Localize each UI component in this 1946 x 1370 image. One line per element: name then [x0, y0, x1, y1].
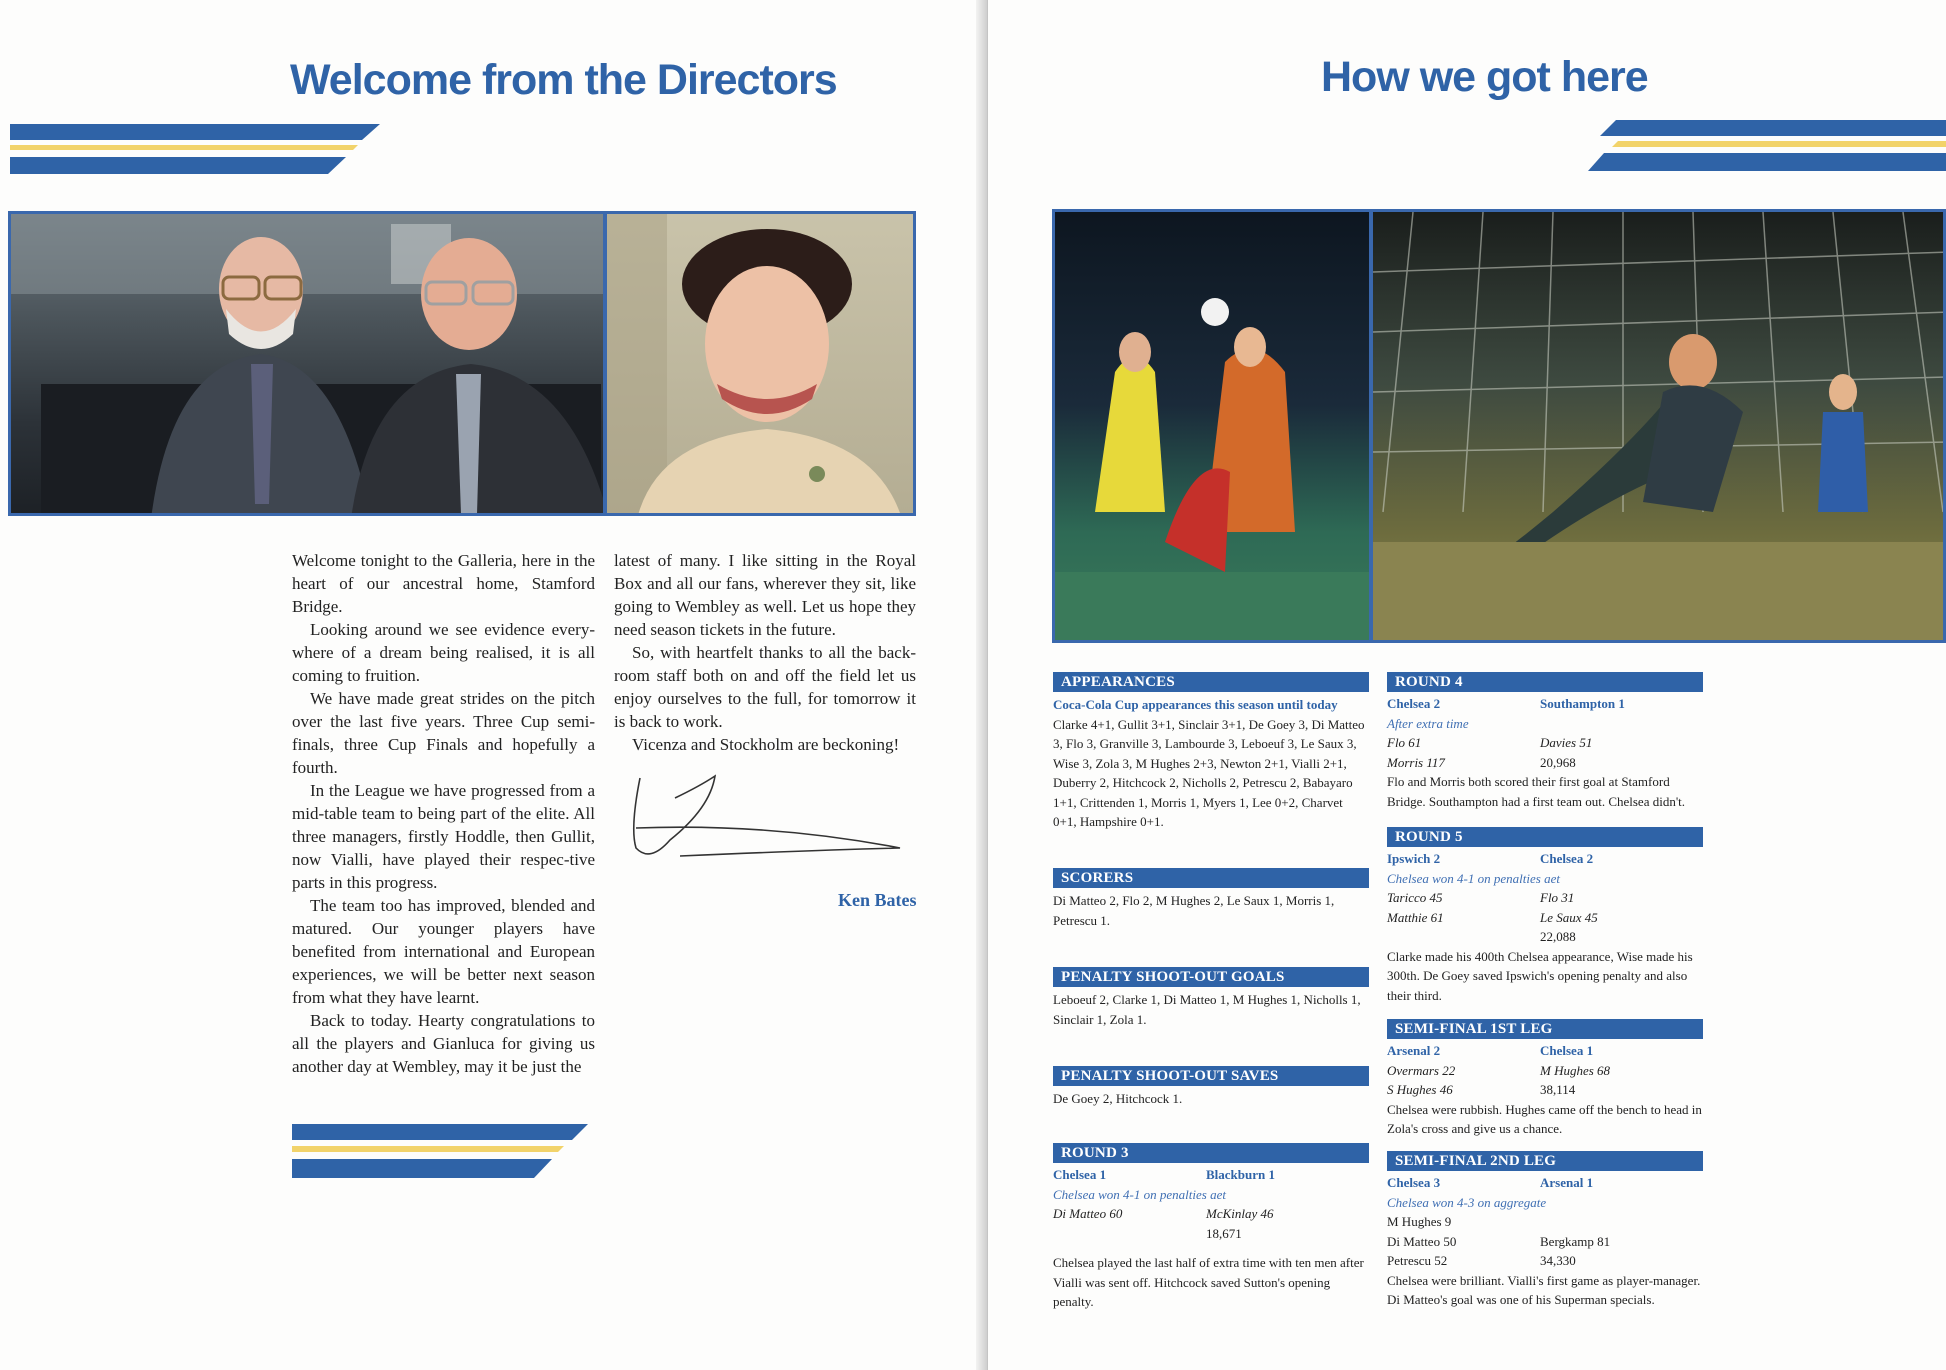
appearances-subtitle: Coca-Cola Cup appearances this season until today [1053, 697, 1338, 712]
round3-header: ROUND 3 [1053, 1143, 1369, 1163]
round3-away: Blackburn 1 [1206, 1167, 1275, 1182]
scorers-box [1053, 868, 1369, 930]
paragraph: Vicenza and Stockholm are beckoning! [632, 735, 900, 754]
semi2-home-scorer: M Hughes 9 [1387, 1214, 1452, 1229]
round5-home-scorer: Matthie 61 [1387, 909, 1444, 925]
directors-illustration [11, 214, 606, 516]
round4-away-scorer: Davies 51 [1540, 735, 1593, 750]
round3-box [1053, 1143, 1369, 1312]
semi2-header: SEMI-FINAL 2ND LEG [1387, 1151, 1703, 1171]
semi1-header: SEMI-FINAL 1ST LEG [1387, 1019, 1703, 1039]
paragraph: latest of many. I like sitting in the Royal Box and all our fans, wherever they sit, like going to Wembley as well. Let us hope they need season tickets in the future. [614, 551, 916, 639]
signature [620, 768, 920, 868]
semi2-home: Chelsea 3 [1387, 1175, 1441, 1190]
appearances-box [1053, 672, 1369, 832]
paragraph: We have made great strides on the pitch over the last five years. Three Cup semi-finals, three Cup Finals and hopefully a fourth. [292, 689, 595, 777]
penalty-goals-box [1053, 967, 1369, 1029]
semi2-away-scorer: Bergkamp 81 [1540, 1233, 1611, 1249]
round3-home-scorer: Di Matteo 60 [1053, 1206, 1123, 1221]
round5-box [1387, 827, 1703, 1005]
director-woman-illustration [607, 214, 916, 516]
right-page [988, 0, 1946, 1370]
round4-header: ROUND 4 [1387, 672, 1703, 692]
round3-away-scorer: McKinlay 46 [1206, 1206, 1274, 1221]
semi2-report: Chelsea were brilliant. Vialli's first game as player-manager. Di Matteo's goal was one of his Superman specials. [1387, 1272, 1701, 1307]
semi2-box [1387, 1151, 1703, 1310]
signatory-name: Ken Bates [838, 890, 917, 910]
penalty-goals-list: Leboeuf 2, Clarke 1, Di Matteo 1, M Hughes 1, Nicholls 1, Sinclair 1, Zola 1. [1053, 992, 1361, 1027]
scorers-list: Di Matteo 2, Flo 2, M Hughes 2, Le Saux 1, Morris 1, Petrescu 1. [1053, 893, 1335, 928]
semi2-attendance: 34,330 [1540, 1253, 1576, 1268]
round3-home: Chelsea 1 [1053, 1167, 1107, 1182]
round5-away: Chelsea 2 [1540, 851, 1594, 866]
paragraph: Back to today. Hearty congratulations to all the players and Gianluca for giving us another day at Wembley, may it be just the [292, 1011, 595, 1076]
semi1-away-scorer: M Hughes 68 [1540, 1062, 1611, 1078]
semi1-home: Arsenal 2 [1387, 1043, 1441, 1058]
bottom-stripes [292, 1124, 592, 1184]
welcome-column-2 [614, 549, 916, 756]
page-title: Welcome from the Directors [290, 56, 837, 104]
semi1-away: Chelsea 1 [1540, 1043, 1594, 1058]
round4-away: Southampton 1 [1540, 696, 1625, 711]
semi2-home-scorer: Petrescu 52 [1387, 1253, 1448, 1268]
match-photo-2 [1370, 209, 1946, 643]
penalty-saves-header: PENALTY SHOOT-OUT SAVES [1053, 1066, 1369, 1086]
round3-attendance: 18,671 [1206, 1225, 1242, 1241]
semi1-home-scorer: S Hughes 46 [1387, 1082, 1453, 1097]
round5-home-scorer: Taricco 45 [1387, 890, 1443, 905]
paragraph: Welcome tonight to the Galleria, here in the heart of our ancestral home, Stamford Bridge. [292, 551, 595, 616]
scorers-header: SCORERS [1053, 868, 1369, 888]
round5-report: Clarke made his 400th Chelsea appearance, Wise made his 300th. De Goey saved Ipswich's opening penalty and also their third. [1387, 948, 1693, 1003]
round4-box [1387, 672, 1703, 811]
round4-attendance: 20,968 [1540, 754, 1576, 770]
semi2-away: Arsenal 1 [1540, 1175, 1594, 1190]
penalty-saves-list: De Goey 2, Hitchcock 1. [1053, 1091, 1183, 1106]
semi1-attendance: 38,114 [1540, 1082, 1576, 1097]
round3-report: Chelsea played the last half of extra time with ten men after Vialli was sent off. Hitchcock saved Sutton's opening penalty. [1053, 1255, 1364, 1309]
round4-note: After extra time [1387, 715, 1469, 731]
semi2-note: Chelsea won 4-3 on aggregate [1387, 1194, 1547, 1210]
round5-header: ROUND 5 [1387, 827, 1703, 847]
round4-home: Chelsea 2 [1387, 696, 1441, 711]
penalty-saves-box [1053, 1066, 1369, 1109]
round5-away-scorer: Flo 31 [1540, 890, 1575, 905]
top-stripes [1588, 120, 1946, 178]
appearances-list: Clarke 4+1, Gullit 3+1, Sinclair 3+1, De Goey 3, Di Matteo 3, Flo 3, Granville 3, Lambourde 3, Leboeuf 3, Le Saux 3, Wise 3, Zola 3, M Hughes 2+3, Newton 2+1, Vialli 2+1, Duberry 2, Hitchcock 2, Nicholls 2, Petrescu 2, Babayaro 1+1, Crittenden 1, Morris 1, Myers 1, Lee 0+2, Charvet 0+1, Hampshire 0+1. [1053, 716, 1365, 829]
semi1-report: Chelsea were rubbish. Hughes came off the bench to head in Zola's cross and give us a chance. [1387, 1101, 1702, 1136]
round5-attendance: 22,088 [1540, 929, 1576, 944]
round4-home-scorer: Morris 117 [1387, 754, 1445, 770]
top-stripes [10, 124, 390, 182]
appearances-header: APPEARANCES [1053, 672, 1369, 692]
semi1-box [1387, 1019, 1703, 1139]
round4-report: Flo and Morris both scored their first goal at Stamford Bridge. Southampton had a first team out. Chelsea didn't. [1387, 774, 1686, 809]
round5-home: Ipswich 2 [1387, 851, 1441, 866]
round5-note: Chelsea won 4-1 on penalties aet [1387, 870, 1560, 886]
match-photo-1-illustration [1055, 212, 1372, 643]
directors-photo [8, 211, 606, 516]
welcome-column-1 [292, 549, 595, 1078]
penalty-goals-header: PENALTY SHOOT-OUT GOALS [1053, 967, 1369, 987]
match-photo-2-illustration [1373, 212, 1946, 643]
round5-away-scorer: Le Saux 45 [1540, 909, 1598, 925]
semi2-home-scorer: Di Matteo 50 [1387, 1233, 1457, 1249]
paragraph: In the League we have progressed from a mid-table team to being part of the elite. All three managers, firstly Hoddle, then Gullit, now Vialli, have played their respec-tive parts in this progress. [292, 781, 595, 892]
match-photo-1 [1052, 209, 1372, 643]
semi1-home-scorer: Overmars 22 [1387, 1062, 1456, 1078]
director-woman-photo [604, 211, 916, 516]
page-title: How we got here [1321, 53, 1648, 101]
paragraph: Looking around we see evidence every-where of a dream being realised, it is all coming to fruition. [292, 620, 595, 685]
round3-note: Chelsea won 4-1 on penalties aet [1053, 1186, 1226, 1202]
paragraph: So, with heartfelt thanks to all the back-room staff both on and off the field let us enjoy ourselves to the full, for tomorrow it is back to work. [614, 643, 916, 731]
paragraph: The team too has improved, blended and matured. Our younger players have benefited from international and European experiences, we will be better next season from what they have learnt. [292, 896, 595, 1007]
round4-home-scorer: Flo 61 [1387, 735, 1422, 750]
